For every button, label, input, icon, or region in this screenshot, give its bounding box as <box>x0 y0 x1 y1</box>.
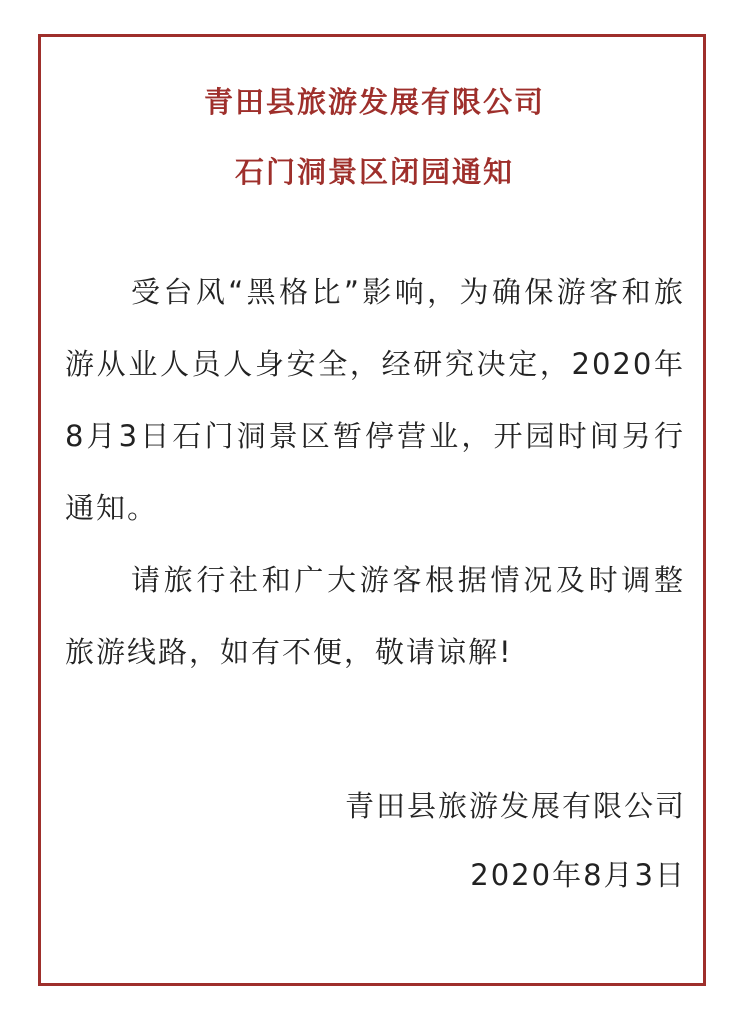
notice-title: 石门洞景区闭园通知 <box>234 155 514 189</box>
company-title: 青田县旅游发展有限公司 <box>203 85 545 119</box>
signature-date: 2020年8月3日 <box>470 858 686 892</box>
notice-paragraph-1: 受台风“黑格比”影响，为确保游客和旅游从业人员人身安全，经研究决定，2020年8月3日石门洞景区暂停营业，开园时间另行通知。 <box>65 275 685 525</box>
signature-company: 青田县旅游发展有限公司 <box>344 789 686 823</box>
notice-paragraph-2: 请旅行社和广大游客根据情况及时调整旅游线路，如有不便，敬请谅解! <box>65 563 685 669</box>
